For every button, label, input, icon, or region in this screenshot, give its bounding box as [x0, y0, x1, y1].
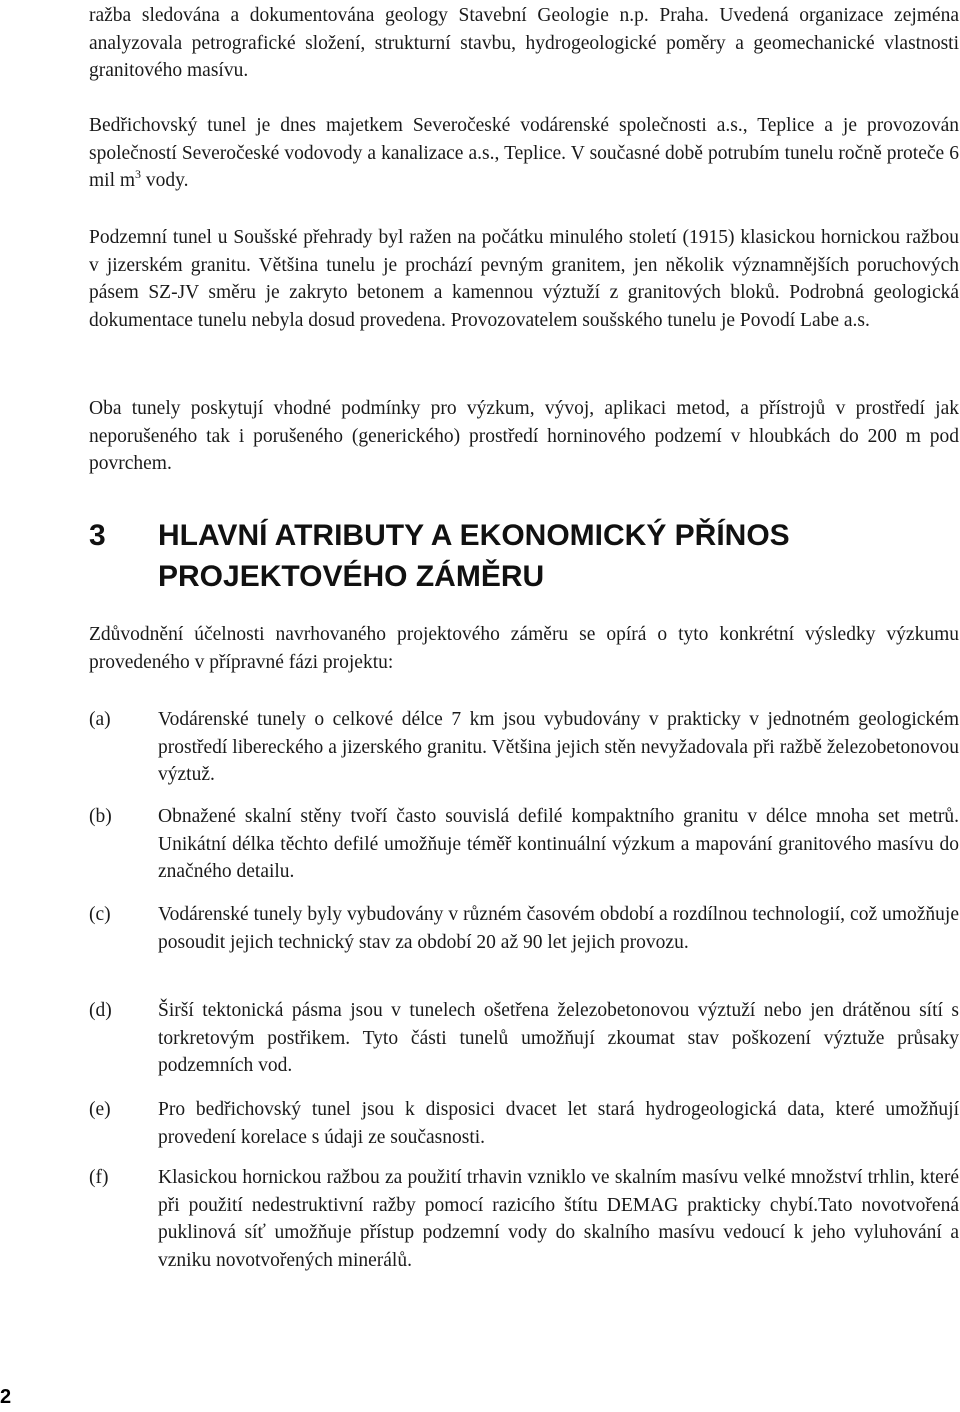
list-item-label: (d)	[89, 1000, 112, 1021]
section-heading	[89, 515, 959, 597]
list-item-f	[89, 1164, 959, 1274]
list-item-b	[89, 803, 959, 886]
paragraph-bedrichov-end: vody.	[141, 170, 189, 191]
paragraph-geology: ražba sledována a dokumentována geology Stavební Geologie n.p. Praha. Uvedená organizace zejména analyzovala petrografické složení, strukturní stavbu, hydrogeologické poměry a geomechanické vlastnosti granitového masívu.	[89, 5, 959, 81]
paragraph-souse-tunnel: Podzemní tunel u Soušské přehrady byl ražen na počátku minulého století (1915) klasickou hornickou ražbou v jizerském granitu. Většina tunelu je prochází pevným granitem, jen několik významnějších poruchových pásem SZ-JV směru je zakryto betonem a kamennou výztuží z granitových bloků. Podrobná geologická dokumentace tunelu nebyla dosud provedena. Provozovatelem soušského tunelu je Povodí Labe a.s.	[89, 227, 959, 331]
list-item-text: Širší tektonická pásma jsou v tunelech ošetřena železobetonovou výztuží nebo jen drátěnou sítí s torkretovým postřikem. Tyto části tunelů umožňují zkoumat stav poškození výztuže průsaky podzemních vod.	[158, 1000, 959, 1076]
list-item-text: Klasickou hornickou ražbou za použití trhavin vzniklo ve skalním masívu velké množství trhlin, které při použití nedestruktivní ražby pomocí razicího štítu DEMAG prakticky chybí.Tato novotvořená puklinová síť umožňuje přístup podzemní vody do skalního masívu vedoucí k jeho vyluhování a vzniku novotvořených minerálů.	[158, 1167, 959, 1271]
section-title	[158, 515, 790, 597]
section-title-line2: PROJEKTOVÉHO ZÁMĚRU	[158, 560, 545, 593]
list-item-label: (b)	[89, 806, 112, 827]
list-item-d	[89, 997, 959, 1080]
section-title-line1: HLAVNÍ ATRIBUTY A EKONOMICKÝ PŘÍNOS	[158, 519, 790, 552]
list-item-a	[89, 706, 959, 789]
superscript-cubic: 3	[135, 166, 142, 181]
list-item-label: (c)	[89, 904, 111, 925]
paragraph-bedrichov-text: Bedřichovský tunel je dnes majetkem Severočeské vodárenské společnosti a.s., Teplice a je provozován společností Severočeské vodovody a kanalizace a.s., Teplice. V současné době potrubím tunelu ročně proteče 6 mil m	[89, 115, 959, 191]
list-item-text: Vodárenské tunely byly vybudovány v různém časovém období a rozdílnou technologií, což umožňuje posoudit jejich technický stav za období 20 až 90 let jejich provozu.	[158, 904, 959, 953]
list-item-label: (a)	[89, 709, 111, 730]
list-item-e	[89, 1096, 959, 1151]
list-item-c	[89, 901, 959, 956]
list-item-text: Obnažené skalní stěny tvoří často souvislá defilé kompaktního granitu v délce mnoha set metrů. Unikátní délka těchto defilé umožňuje téměř kontinuální výzkum a mapování granitového masívu do značného detailu.	[158, 806, 959, 882]
paragraph-bedrichov-tunnel	[89, 112, 959, 195]
paragraph-research-conditions: Oba tunely poskytují vhodné podmínky pro výzkum, vývoj, aplikaci metod, a přístrojů v prostředí jak neporušeného tak i porušeného (generického) prostředí horninového podzemí v hloubkách do 200 m pod povrchem.	[89, 398, 959, 474]
section-number: 3	[89, 519, 106, 552]
list-item-label: (e)	[89, 1099, 111, 1120]
list-item-text: Vodárenské tunely o celkové délce 7 km jsou vybudovány v prakticky v jednotném geologickém prostředí libereckého a jizerského granitu. Většina jejich stěn nevyžadovala při ražbě železobetonovou výztuž.	[158, 709, 959, 785]
list-item-text: Pro bedřichovský tunel jsou k disposici dvacet let stará hydrogeologická data, které umožňují provedení korelace s údaji ze současnosti.	[158, 1099, 959, 1148]
list-item-label: (f)	[89, 1167, 109, 1188]
page-number: 2	[0, 1386, 12, 1408]
section-intro: Zdůvodnění účelnosti navrhovaného projektového záměru se opírá o tyto konkrétní výsledky výzkumu provedeného v přípravné fázi projektu:	[89, 624, 959, 673]
